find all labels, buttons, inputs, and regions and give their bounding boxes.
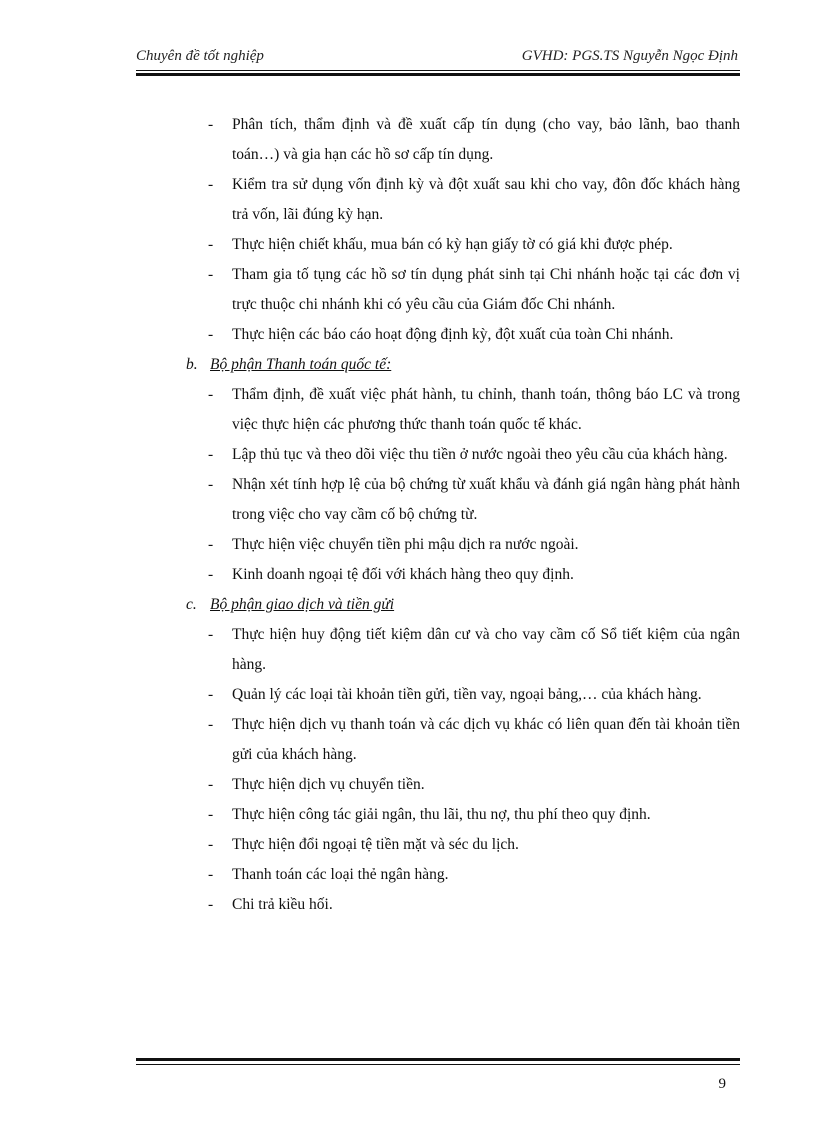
body-text	[0, 110, 816, 920]
list-item-text: Thực hiện chiết khấu, mua bán có kỳ hạn giấy tờ có giá khi được phép.	[232, 236, 673, 253]
list-item-text: Thực hiện công tác giải ngân, thu lãi, thu nợ, thu phí theo quy định.	[232, 806, 651, 823]
dash-bullet: -	[208, 866, 214, 883]
section-heading-c	[186, 590, 740, 620]
list-item-text: Nhận xét tính hợp lệ của bộ chứng từ xuất khẩu và đánh giá ngân hàng phát hành trong việc cho vay cầm cố bộ chứng từ.	[232, 476, 740, 523]
dash-bullet: -	[208, 896, 214, 913]
list-item	[208, 890, 740, 920]
list-item	[208, 710, 740, 770]
list-item	[208, 620, 740, 680]
list-item	[208, 320, 740, 350]
dash-bullet: -	[208, 536, 214, 553]
list-item-text: Thẩm định, đề xuất việc phát hành, tu chỉnh, thanh toán, thông báo LC và trong việc thực hiện các phương thức thanh toán quốc tế khác.	[232, 386, 740, 433]
dash-bullet: -	[208, 446, 214, 463]
list-item-text: Chi trả kiều hối.	[232, 896, 333, 913]
dash-bullet: -	[208, 626, 214, 643]
list-item	[208, 380, 740, 440]
list-item-text: Thực hiện các báo cáo hoạt động định kỳ, đột xuất của toàn Chi nhánh.	[232, 326, 674, 343]
list-item-text: Thực hiện huy động tiết kiệm dân cư và cho vay cầm cố Sổ tiết kiệm của ngân hàng.	[232, 626, 740, 673]
list-item	[208, 770, 740, 800]
list-item	[208, 830, 740, 860]
list-item	[208, 440, 740, 470]
list-item	[208, 800, 740, 830]
dash-bullet: -	[208, 716, 214, 733]
dash-bullet: -	[208, 236, 214, 253]
dash-bullet: -	[208, 386, 214, 403]
list-item-text: Kinh doanh ngoại tệ đối với khách hàng theo quy định.	[232, 566, 574, 583]
section-title: Bộ phận giao dịch và tiền gửi	[210, 596, 395, 613]
list-item-text: Thực hiện việc chuyển tiền phi mậu dịch ra nước ngoài.	[232, 536, 579, 553]
footer-rule-thick	[136, 1058, 740, 1061]
list-item-text: Lập thủ tục và theo dõi việc thu tiền ở nước ngoài theo yêu cầu của khách hàng.	[232, 446, 728, 463]
header-rule-thin	[136, 70, 740, 71]
page-number: 9	[718, 1076, 726, 1092]
section-letter: b.	[186, 356, 198, 373]
dash-bullet: -	[208, 686, 214, 703]
dash-bullet: -	[208, 776, 214, 793]
section-title: Bộ phận Thanh toán quốc tế:	[210, 356, 392, 373]
list-item-text: Thực hiện đổi ngoại tệ tiền mặt và séc du lịch.	[232, 836, 519, 853]
list-item	[208, 230, 740, 260]
list-item	[208, 860, 740, 890]
list-item-text: Quản lý các loại tài khoản tiền gửi, tiền vay, ngoại bảng,… của khách hàng.	[232, 686, 702, 703]
footer-rule-thin	[136, 1064, 740, 1065]
list-item	[208, 560, 740, 590]
list-item-text: Kiểm tra sử dụng vốn định kỳ và đột xuất sau khi cho vay, đôn đốc khách hàng trả vốn, lãi đúng kỳ hạn.	[232, 176, 740, 223]
dash-bullet: -	[208, 116, 214, 133]
header-rule-thick	[136, 73, 740, 76]
list-item	[208, 110, 740, 170]
header-left: Chuyên đề tốt nghiệp	[136, 48, 264, 64]
list-item-text: Phân tích, thẩm định và đề xuất cấp tín dụng (cho vay, bảo lãnh, bao thanh toán…) và gia hạn các hồ sơ cấp tín dụng.	[232, 116, 740, 163]
list-item	[208, 680, 740, 710]
list-item	[208, 170, 740, 230]
dash-bullet: -	[208, 176, 214, 193]
dash-bullet: -	[208, 476, 214, 493]
list-item	[208, 260, 740, 320]
section-heading-b	[186, 350, 740, 380]
list-item-text: Thanh toán các loại thẻ ngân hàng.	[232, 866, 449, 883]
section-letter: c.	[186, 596, 197, 613]
dash-bullet: -	[208, 266, 214, 283]
list-item	[208, 470, 740, 530]
list-item	[208, 530, 740, 560]
list-item-text: Thực hiện dịch vụ thanh toán và các dịch vụ khác có liên quan đến tài khoản tiền gửi của khách hàng.	[232, 716, 740, 763]
dash-bullet: -	[208, 836, 214, 853]
list-item-text: Thực hiện dịch vụ chuyển tiền.	[232, 776, 425, 793]
header-right: GVHD: PGS.TS Nguyễn Ngọc Định	[521, 48, 738, 64]
dash-bullet: -	[208, 566, 214, 583]
dash-bullet: -	[208, 326, 214, 343]
list-item-text: Tham gia tố tụng các hồ sơ tín dụng phát sinh tại Chi nhánh hoặc tại các đơn vị trực thuộc chi nhánh khi có yêu cầu của Giám đốc Chi nhánh.	[232, 266, 740, 313]
dash-bullet: -	[208, 806, 214, 823]
